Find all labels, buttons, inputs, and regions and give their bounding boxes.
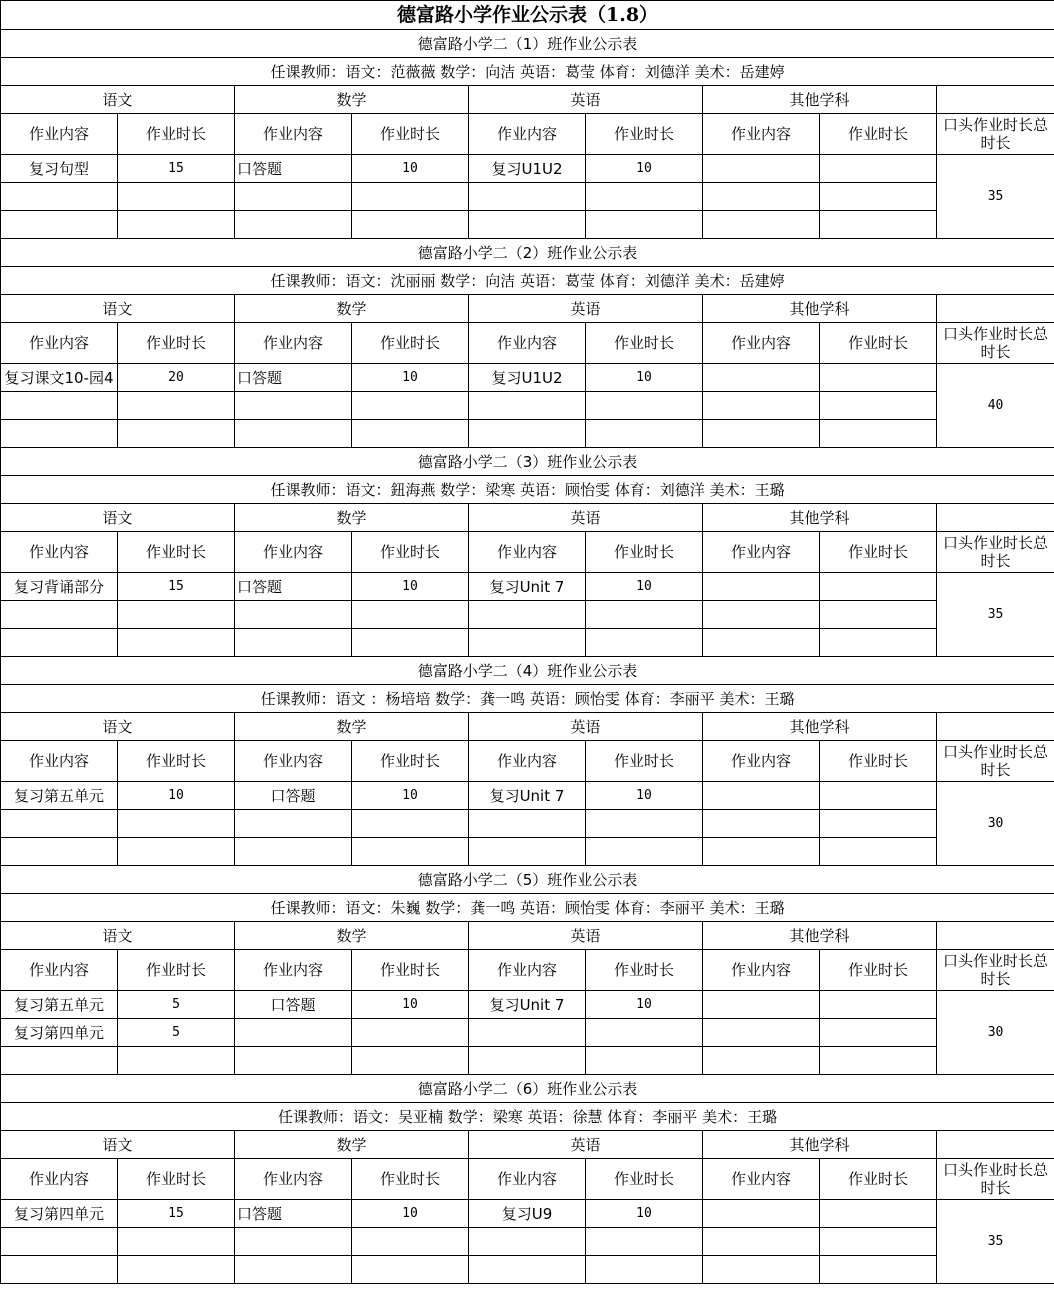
cell-chinese-content bbox=[1, 1047, 118, 1075]
cell-math-duration: 10 bbox=[352, 782, 469, 810]
column-header-oral-total: 口头作业时长总时长 bbox=[937, 114, 1054, 155]
column-header-content: 作业内容 bbox=[235, 1159, 352, 1200]
cell-other-duration bbox=[820, 991, 937, 1019]
subject-header-other: 其他学科 bbox=[703, 504, 937, 532]
subject-header-blank bbox=[937, 504, 1054, 532]
column-header-oral-total: 口头作业时长总时长 bbox=[937, 741, 1054, 782]
cell-other-content bbox=[703, 991, 820, 1019]
column-header-content: 作业内容 bbox=[703, 323, 820, 364]
column-header-duration: 作业时长 bbox=[586, 114, 703, 155]
cell-chinese-duration bbox=[118, 601, 235, 629]
cell-english-content: 复习Unit 7 bbox=[469, 991, 586, 1019]
cell-other-content bbox=[703, 782, 820, 810]
column-header-duration: 作业时长 bbox=[820, 741, 937, 782]
cell-other-duration bbox=[820, 364, 937, 392]
subject-header-english: 英语 bbox=[469, 504, 703, 532]
column-header-duration: 作业时长 bbox=[118, 114, 235, 155]
cell-chinese-duration: 15 bbox=[118, 573, 235, 601]
cell-math-duration bbox=[352, 1256, 469, 1284]
cell-other-content bbox=[703, 183, 820, 211]
class-title: 德富路小学二（3）班作业公示表 bbox=[1, 448, 1054, 476]
cell-english-content bbox=[469, 211, 586, 239]
cell-english-content: 复习U1U2 bbox=[469, 155, 586, 183]
cell-english-content: 复习U1U2 bbox=[469, 364, 586, 392]
subject-header-blank bbox=[937, 713, 1054, 741]
column-header-content: 作业内容 bbox=[235, 323, 352, 364]
cell-chinese-duration: 15 bbox=[118, 1200, 235, 1228]
teacher-list: 任课教师：语文：吴亚楠 数学：梁寒 英语：徐慧 体育：李丽平 美术：王璐 bbox=[1, 1103, 1054, 1131]
cell-chinese-content bbox=[1, 420, 118, 448]
column-header-oral-total: 口头作业时长总时长 bbox=[937, 1159, 1054, 1200]
cell-math-content bbox=[235, 1047, 352, 1075]
column-header-duration: 作业时长 bbox=[586, 1159, 703, 1200]
cell-other-content bbox=[703, 601, 820, 629]
cell-chinese-content bbox=[1, 810, 118, 838]
column-header-duration: 作业时长 bbox=[820, 1159, 937, 1200]
cell-chinese-duration bbox=[118, 1047, 235, 1075]
cell-chinese-duration bbox=[118, 211, 235, 239]
cell-english-content bbox=[469, 420, 586, 448]
cell-math-duration: 10 bbox=[352, 155, 469, 183]
cell-chinese-duration bbox=[118, 1228, 235, 1256]
cell-english-duration: 10 bbox=[586, 1200, 703, 1228]
subject-header-chinese: 语文 bbox=[1, 922, 235, 950]
cell-english-duration bbox=[586, 1228, 703, 1256]
cell-english-duration bbox=[586, 810, 703, 838]
subject-header-blank bbox=[937, 86, 1054, 114]
cell-other-duration bbox=[820, 629, 937, 657]
cell-math-duration bbox=[352, 629, 469, 657]
cell-math-content bbox=[235, 629, 352, 657]
cell-chinese-content bbox=[1, 392, 118, 420]
cell-chinese-duration: 5 bbox=[118, 991, 235, 1019]
column-header-content: 作业内容 bbox=[235, 532, 352, 573]
cell-math-content bbox=[235, 1019, 352, 1047]
column-header-duration: 作业时长 bbox=[586, 950, 703, 991]
cell-english-content: 复习U9 bbox=[469, 1200, 586, 1228]
cell-english-content bbox=[469, 629, 586, 657]
cell-math-content bbox=[235, 392, 352, 420]
cell-math-duration bbox=[352, 183, 469, 211]
cell-chinese-content: 复习课文10-园4 bbox=[1, 364, 118, 392]
subject-header-math: 数学 bbox=[235, 922, 469, 950]
cell-other-content bbox=[703, 1228, 820, 1256]
cell-other-content bbox=[703, 573, 820, 601]
subject-header-chinese: 语文 bbox=[1, 86, 235, 114]
cell-english-content: 复习Unit 7 bbox=[469, 573, 586, 601]
subject-header-math: 数学 bbox=[235, 295, 469, 323]
subject-header-chinese: 语文 bbox=[1, 1131, 235, 1159]
subject-header-chinese: 语文 bbox=[1, 504, 235, 532]
cell-math-content bbox=[235, 601, 352, 629]
cell-english-content bbox=[469, 183, 586, 211]
cell-other-duration bbox=[820, 155, 937, 183]
cell-chinese-content: 复习第五单元 bbox=[1, 991, 118, 1019]
cell-other-content bbox=[703, 155, 820, 183]
subject-header-blank bbox=[937, 295, 1054, 323]
cell-math-duration: 10 bbox=[352, 991, 469, 1019]
cell-english-duration bbox=[586, 1019, 703, 1047]
cell-english-content bbox=[469, 838, 586, 866]
class-title: 德富路小学二（5）班作业公示表 bbox=[1, 866, 1054, 894]
cell-chinese-content bbox=[1, 1228, 118, 1256]
column-header-duration: 作业时长 bbox=[820, 950, 937, 991]
column-header-duration: 作业时长 bbox=[352, 950, 469, 991]
subject-header-math: 数学 bbox=[235, 504, 469, 532]
cell-other-content bbox=[703, 364, 820, 392]
cell-chinese-duration: 15 bbox=[118, 155, 235, 183]
cell-chinese-content bbox=[1, 629, 118, 657]
column-header-content: 作业内容 bbox=[235, 741, 352, 782]
cell-english-duration bbox=[586, 211, 703, 239]
subject-header-english: 英语 bbox=[469, 295, 703, 323]
subject-header-english: 英语 bbox=[469, 86, 703, 114]
teacher-list: 任课教师：语文 ：杨培培 数学：龚一鸣 英语：顾怡雯 体育：李丽平 美术：王璐 bbox=[1, 685, 1054, 713]
cell-english-duration: 10 bbox=[586, 991, 703, 1019]
cell-english-duration bbox=[586, 183, 703, 211]
column-header-duration: 作业时长 bbox=[352, 1159, 469, 1200]
cell-chinese-content bbox=[1, 601, 118, 629]
column-header-duration: 作业时长 bbox=[118, 532, 235, 573]
cell-math-content bbox=[235, 183, 352, 211]
cell-other-duration bbox=[820, 1200, 937, 1228]
column-header-content: 作业内容 bbox=[235, 950, 352, 991]
column-header-content: 作业内容 bbox=[703, 1159, 820, 1200]
subject-header-english: 英语 bbox=[469, 713, 703, 741]
subject-header-math: 数学 bbox=[235, 86, 469, 114]
subject-header-blank bbox=[937, 922, 1054, 950]
cell-english-content bbox=[469, 601, 586, 629]
cell-math-content: 口答题 bbox=[235, 1200, 352, 1228]
cell-other-duration bbox=[820, 1047, 937, 1075]
subject-header-chinese: 语文 bbox=[1, 295, 235, 323]
cell-other-duration bbox=[820, 573, 937, 601]
cell-other-duration bbox=[820, 1228, 937, 1256]
cell-english-content bbox=[469, 1047, 586, 1075]
cell-other-content bbox=[703, 392, 820, 420]
column-header-content: 作业内容 bbox=[1, 1159, 118, 1200]
class-title: 德富路小学二（1）班作业公示表 bbox=[1, 30, 1054, 58]
subject-header-math: 数学 bbox=[235, 713, 469, 741]
column-header-duration: 作业时长 bbox=[586, 741, 703, 782]
cell-math-duration bbox=[352, 211, 469, 239]
column-header-duration: 作业时长 bbox=[118, 741, 235, 782]
oral-total-value: 40 bbox=[937, 364, 1054, 448]
cell-math-content bbox=[235, 1256, 352, 1284]
column-header-duration: 作业时长 bbox=[586, 323, 703, 364]
column-header-oral-total: 口头作业时长总时长 bbox=[937, 532, 1054, 573]
column-header-duration: 作业时长 bbox=[118, 950, 235, 991]
cell-english-duration bbox=[586, 629, 703, 657]
cell-math-duration bbox=[352, 420, 469, 448]
cell-other-content bbox=[703, 1256, 820, 1284]
cell-other-content bbox=[703, 1200, 820, 1228]
cell-other-content bbox=[703, 211, 820, 239]
cell-chinese-duration: 5 bbox=[118, 1019, 235, 1047]
cell-other-content bbox=[703, 838, 820, 866]
oral-total-value: 35 bbox=[937, 1200, 1054, 1284]
column-header-content: 作业内容 bbox=[469, 114, 586, 155]
cell-chinese-duration bbox=[118, 392, 235, 420]
cell-other-duration bbox=[820, 420, 937, 448]
column-header-duration: 作业时长 bbox=[118, 1159, 235, 1200]
cell-other-content bbox=[703, 420, 820, 448]
column-header-duration: 作业时长 bbox=[352, 114, 469, 155]
cell-english-content bbox=[469, 1256, 586, 1284]
cell-math-duration: 10 bbox=[352, 1200, 469, 1228]
cell-math-content bbox=[235, 211, 352, 239]
subject-header-other: 其他学科 bbox=[703, 922, 937, 950]
cell-other-duration bbox=[820, 810, 937, 838]
cell-chinese-duration bbox=[118, 420, 235, 448]
cell-other-content bbox=[703, 1047, 820, 1075]
main-title: 德富路小学作业公示表（1.8） bbox=[1, 1, 1054, 30]
cell-english-duration: 10 bbox=[586, 782, 703, 810]
column-header-duration: 作业时长 bbox=[820, 323, 937, 364]
cell-math-content: 口答题 bbox=[235, 991, 352, 1019]
cell-other-content bbox=[703, 1019, 820, 1047]
column-header-content: 作业内容 bbox=[703, 114, 820, 155]
teacher-list: 任课教师：语文：朱巍 数学：龚一鸣 英语：顾怡雯 体育：李丽平 美术：王璐 bbox=[1, 894, 1054, 922]
subject-header-other: 其他学科 bbox=[703, 86, 937, 114]
column-header-content: 作业内容 bbox=[1, 323, 118, 364]
teacher-list: 任课教师：语文：范薇薇 数学：向洁 英语：葛莹 体育：刘德洋 美术：岳建婷 bbox=[1, 58, 1054, 86]
column-header-content: 作业内容 bbox=[469, 1159, 586, 1200]
column-header-content: 作业内容 bbox=[235, 114, 352, 155]
column-header-duration: 作业时长 bbox=[586, 532, 703, 573]
cell-math-duration bbox=[352, 392, 469, 420]
cell-math-duration bbox=[352, 601, 469, 629]
oral-total-value: 35 bbox=[937, 573, 1054, 657]
column-header-content: 作业内容 bbox=[1, 114, 118, 155]
cell-math-duration: 10 bbox=[352, 573, 469, 601]
cell-other-duration bbox=[820, 601, 937, 629]
column-header-duration: 作业时长 bbox=[352, 532, 469, 573]
cell-english-duration bbox=[586, 601, 703, 629]
column-header-content: 作业内容 bbox=[1, 532, 118, 573]
cell-chinese-content bbox=[1, 211, 118, 239]
column-header-oral-total: 口头作业时长总时长 bbox=[937, 950, 1054, 991]
cell-math-duration: 10 bbox=[352, 364, 469, 392]
cell-other-content bbox=[703, 629, 820, 657]
cell-english-duration bbox=[586, 420, 703, 448]
cell-chinese-duration: 20 bbox=[118, 364, 235, 392]
cell-math-content: 口答题 bbox=[235, 573, 352, 601]
cell-chinese-content: 复习第四单元 bbox=[1, 1019, 118, 1047]
cell-english-duration bbox=[586, 838, 703, 866]
cell-chinese-content: 复习句型 bbox=[1, 155, 118, 183]
column-header-content: 作业内容 bbox=[469, 532, 586, 573]
oral-total-value: 35 bbox=[937, 155, 1054, 239]
subject-header-chinese: 语文 bbox=[1, 713, 235, 741]
cell-math-content bbox=[235, 1228, 352, 1256]
class-title: 德富路小学二（6）班作业公示表 bbox=[1, 1075, 1054, 1103]
cell-english-content bbox=[469, 1228, 586, 1256]
cell-other-duration bbox=[820, 211, 937, 239]
cell-math-content bbox=[235, 838, 352, 866]
column-header-duration: 作业时长 bbox=[118, 323, 235, 364]
teacher-list: 任课教师：语文：沈丽丽 数学：向洁 英语：葛莹 体育：刘德洋 美术：岳建婷 bbox=[1, 267, 1054, 295]
cell-chinese-content: 复习第五单元 bbox=[1, 782, 118, 810]
class-title: 德富路小学二（4）班作业公示表 bbox=[1, 657, 1054, 685]
column-header-duration: 作业时长 bbox=[352, 741, 469, 782]
cell-other-content bbox=[703, 810, 820, 838]
cell-english-duration: 10 bbox=[586, 364, 703, 392]
column-header-oral-total: 口头作业时长总时长 bbox=[937, 323, 1054, 364]
column-header-content: 作业内容 bbox=[469, 741, 586, 782]
cell-chinese-content bbox=[1, 183, 118, 211]
cell-other-duration bbox=[820, 1256, 937, 1284]
cell-english-duration bbox=[586, 1256, 703, 1284]
cell-english-content bbox=[469, 1019, 586, 1047]
cell-chinese-content bbox=[1, 1256, 118, 1284]
cell-english-duration bbox=[586, 1047, 703, 1075]
teacher-list: 任课教师：语文：鈕海燕 数学：梁寒 英语：顾怡雯 体育：刘德洋 美术：王璐 bbox=[1, 476, 1054, 504]
cell-other-duration bbox=[820, 1019, 937, 1047]
cell-math-duration bbox=[352, 1228, 469, 1256]
column-header-content: 作业内容 bbox=[1, 741, 118, 782]
cell-math-content: 口答题 bbox=[235, 364, 352, 392]
cell-math-duration bbox=[352, 838, 469, 866]
subject-header-other: 其他学科 bbox=[703, 295, 937, 323]
cell-chinese-duration bbox=[118, 1256, 235, 1284]
cell-chinese-duration: 10 bbox=[118, 782, 235, 810]
cell-chinese-content: 复习背诵部分 bbox=[1, 573, 118, 601]
cell-other-duration bbox=[820, 838, 937, 866]
cell-chinese-duration bbox=[118, 629, 235, 657]
cell-english-duration: 10 bbox=[586, 573, 703, 601]
cell-math-duration bbox=[352, 810, 469, 838]
cell-math-content bbox=[235, 420, 352, 448]
subject-header-math: 数学 bbox=[235, 1131, 469, 1159]
oral-total-value: 30 bbox=[937, 991, 1054, 1075]
cell-math-content: 口答题 bbox=[235, 155, 352, 183]
column-header-content: 作业内容 bbox=[703, 950, 820, 991]
cell-chinese-duration bbox=[118, 810, 235, 838]
cell-chinese-duration bbox=[118, 838, 235, 866]
cell-english-content: 复习Unit 7 bbox=[469, 782, 586, 810]
cell-english-content bbox=[469, 392, 586, 420]
cell-chinese-content bbox=[1, 838, 118, 866]
column-header-content: 作业内容 bbox=[1, 950, 118, 991]
oral-total-value: 30 bbox=[937, 782, 1054, 866]
column-header-content: 作业内容 bbox=[703, 741, 820, 782]
cell-other-duration bbox=[820, 183, 937, 211]
cell-english-duration bbox=[586, 392, 703, 420]
column-header-duration: 作业时长 bbox=[820, 532, 937, 573]
column-header-duration: 作业时长 bbox=[352, 323, 469, 364]
cell-other-duration bbox=[820, 392, 937, 420]
subject-header-blank bbox=[937, 1131, 1054, 1159]
cell-math-duration bbox=[352, 1047, 469, 1075]
cell-math-content bbox=[235, 810, 352, 838]
subject-header-english: 英语 bbox=[469, 922, 703, 950]
cell-english-content bbox=[469, 810, 586, 838]
cell-chinese-content: 复习第四单元 bbox=[1, 1200, 118, 1228]
cell-chinese-duration bbox=[118, 183, 235, 211]
cell-math-duration bbox=[352, 1019, 469, 1047]
class-title: 德富路小学二（2）班作业公示表 bbox=[1, 239, 1054, 267]
column-header-content: 作业内容 bbox=[469, 950, 586, 991]
subject-header-other: 其他学科 bbox=[703, 1131, 937, 1159]
column-header-duration: 作业时长 bbox=[820, 114, 937, 155]
column-header-content: 作业内容 bbox=[703, 532, 820, 573]
column-header-content: 作业内容 bbox=[469, 323, 586, 364]
cell-math-content: 口答题 bbox=[235, 782, 352, 810]
subject-header-other: 其他学科 bbox=[703, 713, 937, 741]
cell-english-duration: 10 bbox=[586, 155, 703, 183]
subject-header-english: 英语 bbox=[469, 1131, 703, 1159]
cell-other-duration bbox=[820, 782, 937, 810]
